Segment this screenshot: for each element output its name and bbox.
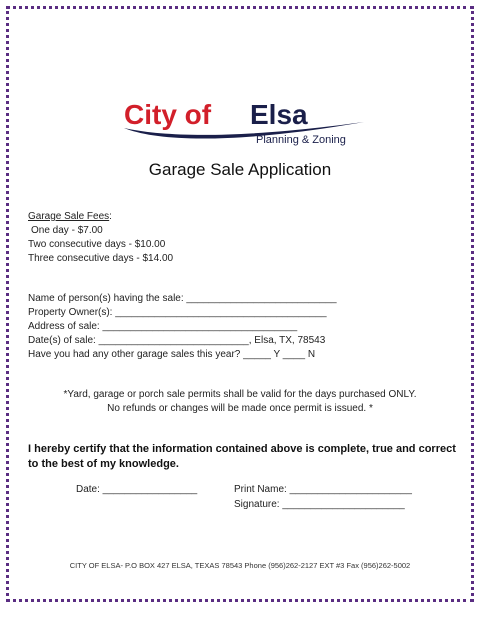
field-name-of-persons[interactable]: Name of person(s) having the sale: ___________________________ <box>28 293 337 304</box>
field-date[interactable]: Date: _________________ <box>76 484 198 495</box>
logo-city-of: City of <box>124 99 212 130</box>
page-title: Garage Sale Application <box>148 160 332 179</box>
field-print-name[interactable]: Print Name: ______________________ <box>234 484 412 495</box>
field-property-owner[interactable]: Property Owner(s): ______________________________________ <box>28 307 327 318</box>
logo-department: Planning & Zoning <box>256 134 346 146</box>
logo-elsa: Elsa <box>250 99 308 130</box>
fees-heading <box>28 211 112 222</box>
field-other-sales[interactable]: Have you had any other garage sales this year? _____ Y ____ N <box>28 349 316 360</box>
fee-three-days: Three consecutive days - $14.00 <box>28 253 174 264</box>
footer-contact: CITY OF ELSA- P.O BOX 427 ELSA, TEXAS 78543 Phone (956)262-2127 EXT #3 Fax (956)262-5002 <box>69 561 411 570</box>
permit-note-line2: No refunds or changes will be made once permit is issued. * <box>107 403 373 414</box>
field-dates-of-sale[interactable]: Date(s) of sale: ___________________________, Elsa, TX, 78543 <box>28 335 326 346</box>
field-address[interactable]: Address of sale: ___________________________________ <box>28 321 298 332</box>
permit-note-line1: *Yard, garage or porch sale permits shall be valid for the days purchased ONLY. <box>63 389 417 400</box>
fee-one-day: One day - $7.00 <box>31 225 103 236</box>
fee-two-days: Two consecutive days - $10.00 <box>28 239 166 250</box>
fees-heading-text: Garage Sale Fees <box>28 211 110 222</box>
certification-statement: I hereby certify that the information contained above is complete, true and correct to the best of my knowledge. <box>28 443 456 470</box>
field-signature[interactable]: Signature: ______________________ <box>234 499 405 510</box>
fees-heading-colon: : <box>109 211 112 222</box>
page-border <box>6 6 474 602</box>
city-of-elsa-logo <box>118 98 368 148</box>
